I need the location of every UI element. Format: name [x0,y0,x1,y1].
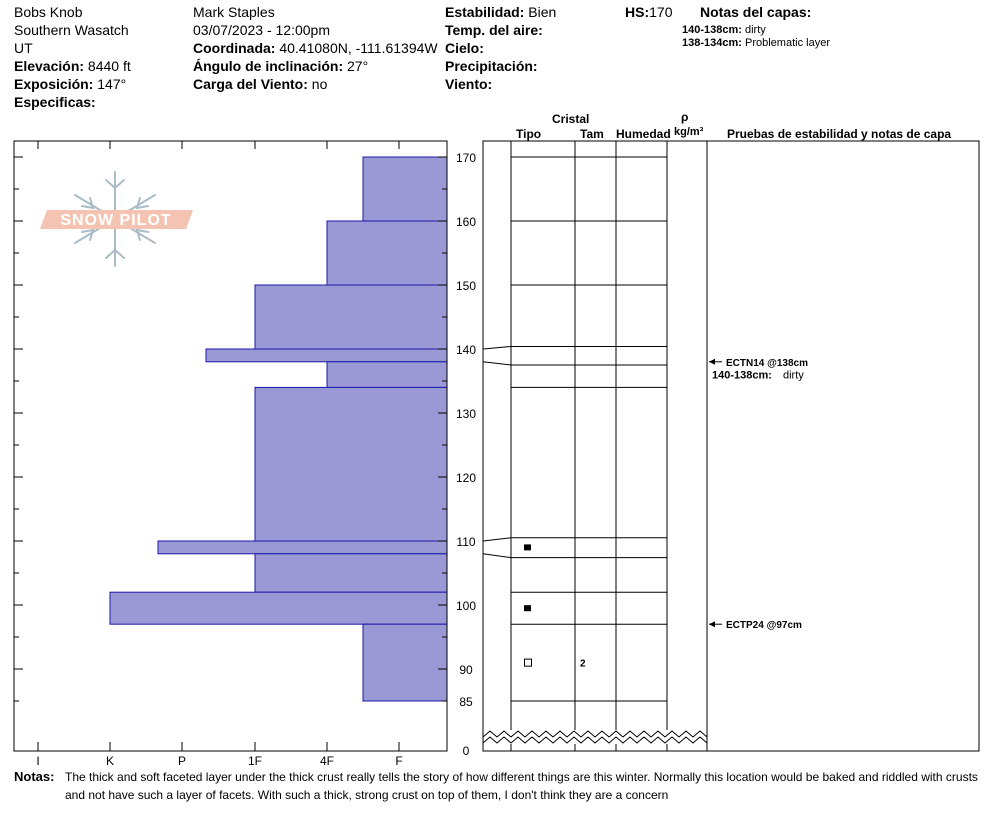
col-tam: Tam [580,127,604,141]
layer-note-text: dirty [745,24,766,36]
location-name: Bobs Knob [14,4,83,20]
depth-label: 100 [455,599,477,613]
hardness-bar [255,554,447,592]
depth-label: 85 [459,695,473,709]
incline-label: Ángulo de inclinación: [193,58,344,74]
depth-label: 150 [455,279,477,293]
col-tests-title: Pruebas de estabilidad y notas de capa [727,127,952,141]
wind-load-value: no [311,76,328,92]
layer-notes-title: Notas del capas: [700,4,812,20]
depth-label: 110 [456,535,476,549]
hardness-label: P [177,754,187,768]
hardness-label: K [105,754,115,768]
snowpilot-logo [40,172,193,266]
crystal-size: 2 [580,658,586,670]
hardness-bar [206,349,447,362]
observer: Mark Staples [193,4,275,20]
wind-label: Viento: [445,76,493,92]
col-tipo: Tipo [516,127,542,141]
aspect-value: 147° [97,76,127,92]
depth-connector [483,346,511,349]
incline-value: 27° [347,58,369,74]
crust-symbol-icon [524,605,531,611]
notes-text: The thick and soft faceted layer under the thick crust really tells the story of how different things are this winter. Normally this location would be baked and riddled with crusts and not have such a layer of facets. With such a thick, strong crust on top of them, I don't think they are a concern [65,770,978,802]
depth-label: 170 [455,151,477,165]
hardness-bar [327,221,447,285]
elevation-label: Elevación: [14,58,85,74]
col-cristal: Cristal [552,112,590,126]
depth-label: 140 [455,343,477,357]
layer-table-frame [483,141,979,751]
hardness-bar [363,157,447,221]
layer-note-text: dirty [783,369,804,382]
specifics-label: Especificas: [14,94,96,110]
hardness-label: 1F [247,754,263,768]
depth-connector [483,538,511,541]
depth-label: 160 [455,215,477,229]
arrow-icon [709,621,715,627]
test-label: ECTP24 @97cm [726,620,802,632]
col-humedad: Humedad [616,127,671,141]
depth-label: 0 [462,744,470,758]
layer-note-range: 140-138cm: [712,369,772,382]
depth-connector [483,362,511,365]
col-density-unit: kg/m³ [674,126,704,138]
col-rho: ρ [681,110,689,124]
datetime: 03/07/2023 - 12:00pm [193,22,330,38]
precip-label: Precipitación: [445,58,538,74]
hardness-bar [327,362,447,388]
depth-label: 130 [455,407,477,421]
stability-value: Bien [528,4,557,20]
depth-connector [483,554,511,558]
hardness-bar [255,285,447,349]
sky-label: Cielo: [445,40,484,56]
hardness-bar [110,592,447,624]
depth-label: 120 [455,471,477,485]
crust-symbol-icon [524,544,531,550]
state-name: UT [14,40,33,56]
layer-note-text: Problematic layer [745,37,830,49]
hardness-bar [255,387,447,541]
hs-value: 170 [649,4,673,20]
hs-label: HS: [625,4,650,20]
notes-label: Notas: [14,769,55,784]
arrow-icon [709,359,715,365]
wind-load-label: Carga del Viento: [193,76,308,92]
coord-value: 40.41080N, -111.61394W [279,40,438,56]
hardness-label: F [395,754,403,768]
logo-text: SNOW PILOT [60,212,172,229]
coord-label: Coordinada: [193,40,276,56]
hardness-bar [158,541,447,554]
hardness-bar [363,624,447,701]
depth-label: 90 [459,663,473,677]
hardness-label: 4F [319,754,335,768]
test-label: ECTN14 @138cm [726,357,809,369]
aspect-label: Exposición: [14,76,94,92]
facet-symbol-icon [525,659,532,666]
hardness-label: I [36,754,40,768]
stability-label: Estabilidad: [445,4,525,20]
layer-note-range: 138-134cm: [682,37,742,49]
air-temp-label: Temp. del aire: [445,22,543,38]
layer-note-range: 140-138cm: [682,24,742,36]
range-name: Southern Wasatch [14,22,129,38]
elevation-value: 8440 ft [87,58,131,74]
